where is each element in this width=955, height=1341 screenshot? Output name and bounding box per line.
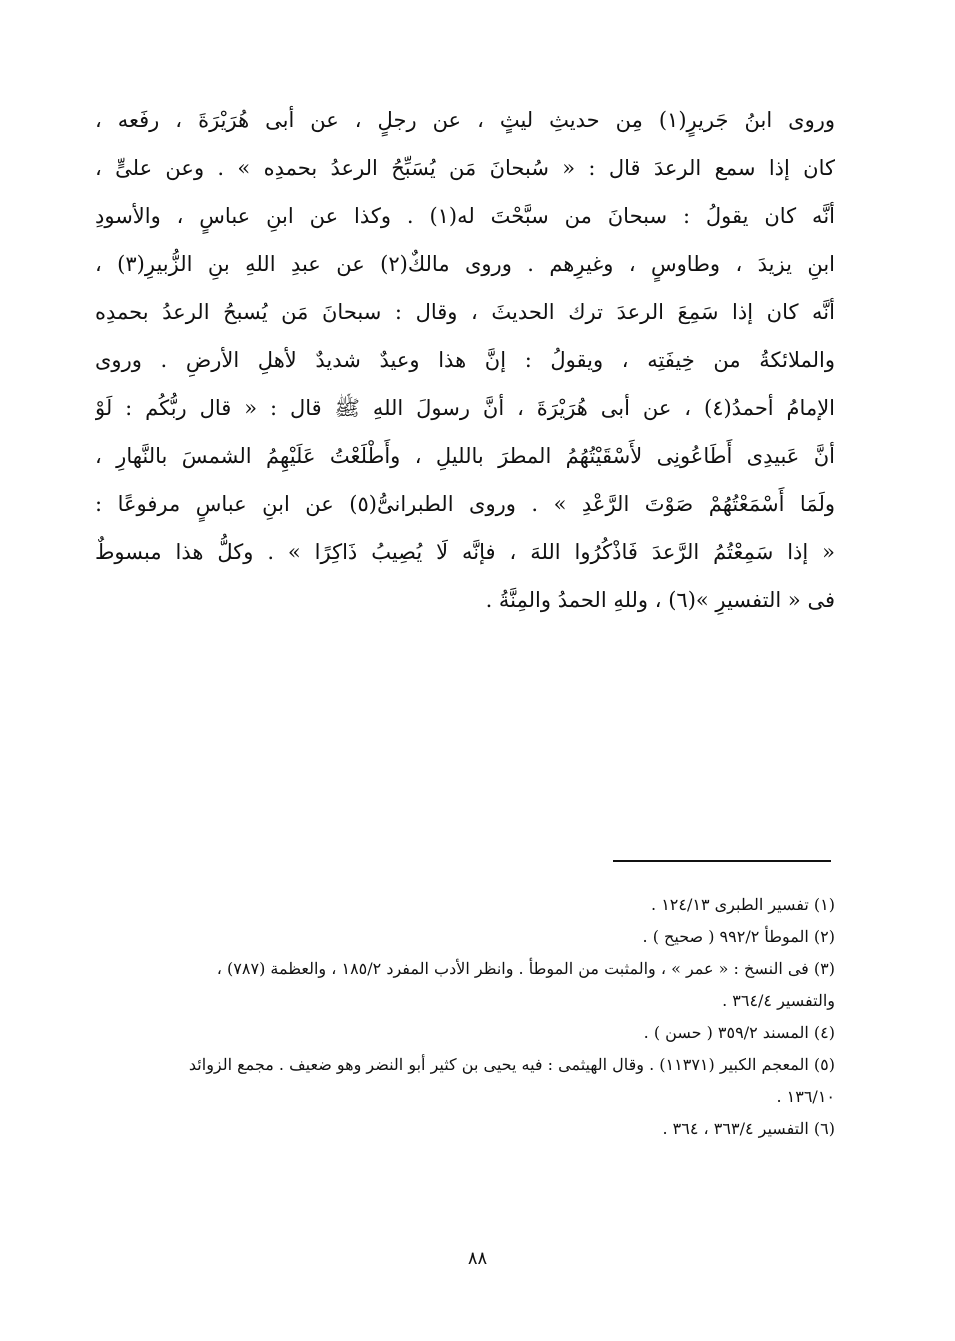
footnote-4: (٤) المسند ٣٥٩/٢ ( حسن ) . [643,1023,835,1042]
footnote-5: (٥) المعجم الكبير (١١٣٧١) . وقال الهيثمى : فيه يحيى بن كثير أبو النضر وهو ضعيف . مجمع الزوائد [188,1055,835,1074]
footnote-3: (٣) فى النسخ : « عمر » ، والمثبت من الموطأ . وانظر الأدب المفرد ١٨٥/٢ ، والعظمة (٧٨٧) ، [216,959,835,978]
footnote-divider [613,860,831,862]
text-line: أنَّه كان يقولُ : سبحانَ من سبَّحْتَ له(١) . وكذا عن ابنِ عباسٍ ، والأسودِ [95,204,835,228]
text-line: ابنِ يزيدَ ، وطاوسٍ ، وغيرِهم . وروى مالكٌ(٢) عن عبدِ اللهِ بنِ الزُّبيرِ(٣) ، [95,252,835,276]
footnote-3-continuation: والتفسير ٣٦٤/٤ . [722,991,835,1010]
footnote-5-continuation: ١٣٦/١٠ . [776,1087,835,1106]
footnote-2: (٢) الموطأ ٩٩٢/٢ ( صحيح ) . [642,927,835,946]
text-line: فى « التفسيرِ »(٦) ، وللهِ الحمدُ والمِنَّةُ . [485,588,835,612]
page-number: ٨٨ [467,1248,488,1269]
text-line: ولَمَا أَسْمَعْتُهُمْ صَوْتَ الرَّعْدِ » . وروى الطبرانىُّ(٥) عن ابنِ عباسٍ مرفوعًا : [95,492,835,516]
footnote-1: (١) تفسير الطبرى ١٢٤/١٣ . [651,895,835,914]
text-line: والملائكةُ من خِيفَتِه ، ويقولُ : إنَّ هذا وعيدٌ شديدٌ لأهلِ الأرضِ . وروى [95,348,835,372]
text-line: وروى ابنُ جَريرٍ(١) مِن حديثِ ليثٍ ، عن رجلٍ ، عن أبى هُرَيْرَةَ ، رفَعه ، [95,108,835,132]
main-text [95,96,835,624]
footnotes [100,889,835,1145]
text-line: « إذا سَمِعْتُمُ الرَّعدَ فَاذْكُرُوا اللهَ ، فإنَّه لَا يُصِيبُ ذَاكِرًا » . وكلُّ هذا مبسوطٌ [95,540,835,564]
text-line: كان إذا سمع الرعدَ قال : « سُبحانَ مَن يُسَبِّحُ الرعدُ بحمدِه » . وعن علىٍّ ، [95,156,835,180]
footnote-6: (٦) التفسير ٣٦٣/٤ ، ٣٦٤ . [662,1119,835,1138]
text-line: الإمامُ أحمدُ(٤) ، عن أبى هُرَيْرَةَ ، أنَّ رسولَ اللهِ ﷺ قال : « قال ربُّكُم : لَوْ [95,396,835,420]
text-line: أنَّ عَبيدِى أَطَاعُونِى لأَسْقَيْتُهُمُ المطرَ بالليلِ ، وأَطْلَعْتُ عَلَيْهِمُ الشمسَ بالنَّهارِ ، [95,444,835,468]
text-line: أنَّه كان إذا سَمِعَ الرعدَ ترك الحديثَ ، وقال : سبحانَ مَن يُسبحُ الرعدُ بحمدِه [95,300,835,324]
